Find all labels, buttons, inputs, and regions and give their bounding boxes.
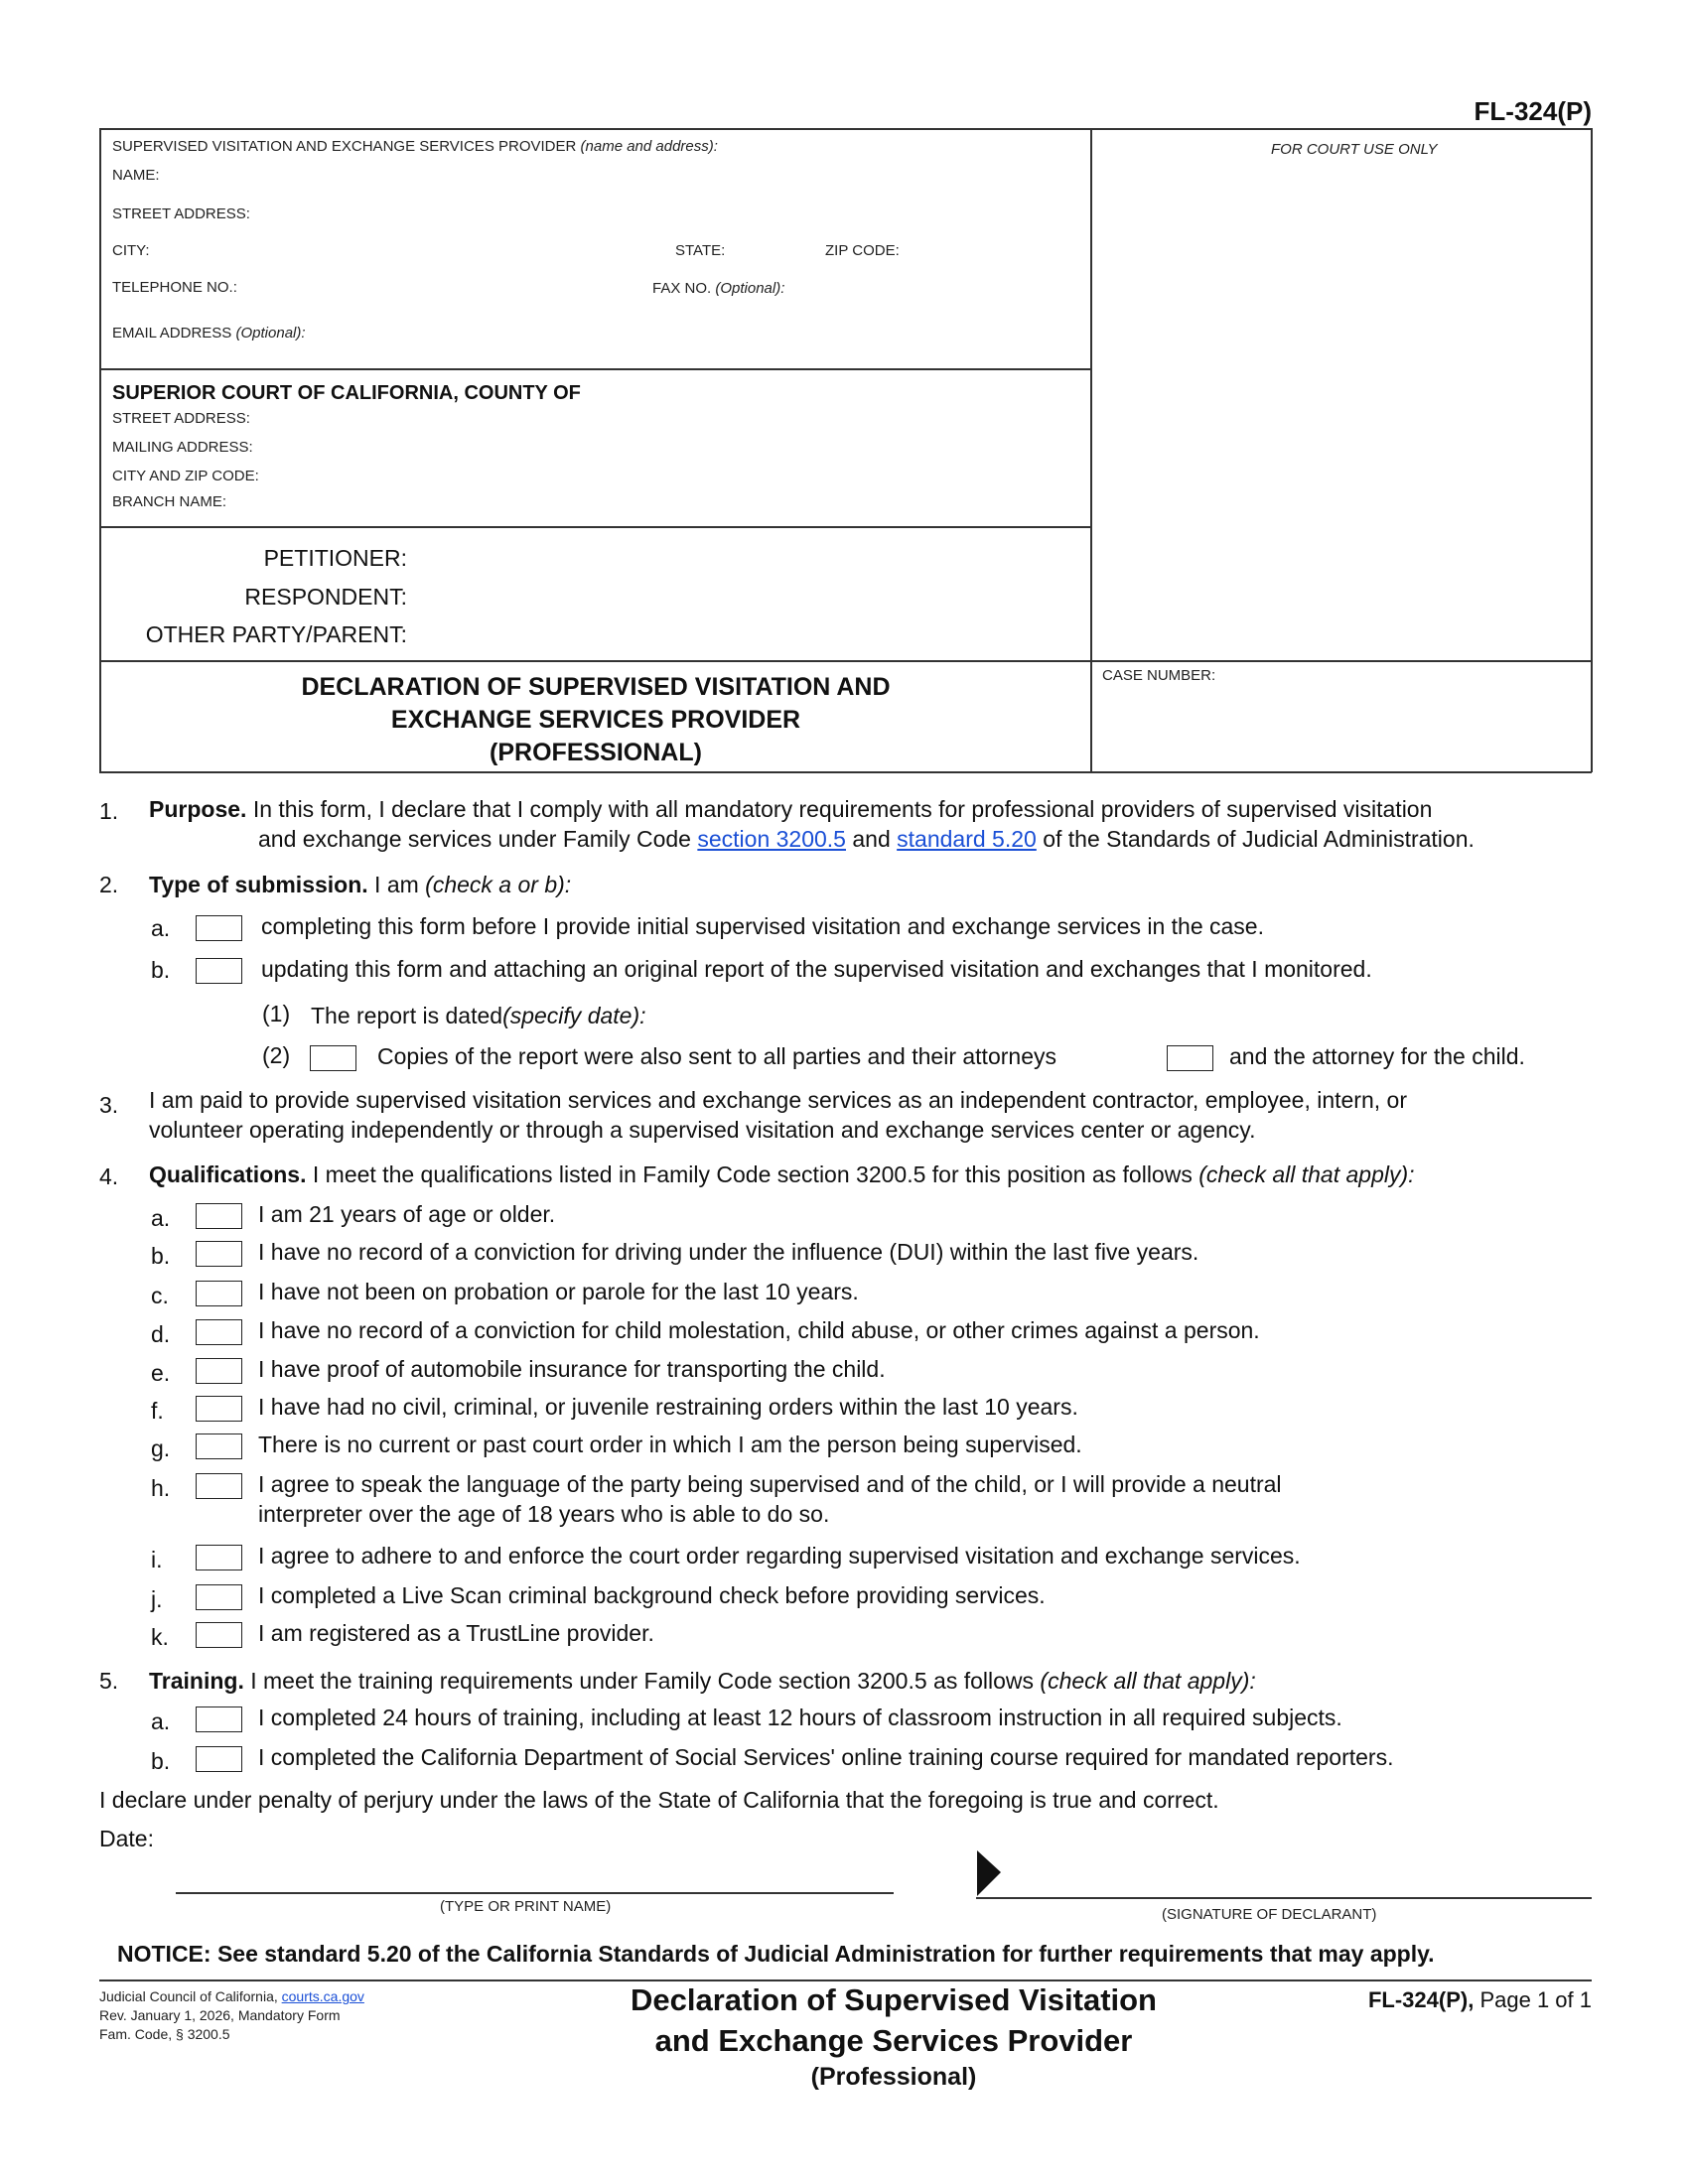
checkbox-s5-a[interactable]: [196, 1706, 242, 1732]
option-text: interpreter over the age of 18 years who is able to do so.: [258, 1501, 830, 1527]
option-letter: b.: [151, 1748, 171, 1774]
option-text: Copies of the report were also sent to all parties and their attorneys: [377, 1043, 1056, 1069]
item-number: 5.: [99, 1668, 119, 1694]
section-link[interactable]: section 3200.5: [697, 826, 846, 852]
option-text: I am registered as a TrustLine provider.: [258, 1620, 654, 1646]
report-dated: The report is dated(specify date):: [311, 1003, 646, 1028]
telephone-label: TELEPHONE NO.:: [112, 279, 237, 296]
signature-label: (SIGNATURE OF DECLARANT): [1162, 1906, 1377, 1923]
option-text: I agree to speak the language of the party being supervised and of the child, or I will provide a neutral: [258, 1471, 1282, 1497]
item-number: 1.: [99, 798, 119, 824]
option-text: There is no current or past court order in which I am the person being supervised.: [258, 1432, 1082, 1457]
option-letter: b.: [151, 957, 171, 983]
option-letter: j.: [151, 1586, 163, 1612]
court-use-label: FOR COURT USE ONLY: [1271, 141, 1438, 158]
checkbox-s4-e[interactable]: [196, 1358, 242, 1384]
print-name-line[interactable]: [176, 1892, 894, 1894]
date-label: Date:: [99, 1826, 154, 1851]
form-id: FL-324(P): [1474, 96, 1592, 126]
provider-label: SUPERVISED VISITATION AND EXCHANGE SERVICES PROVIDER (name and address):: [112, 138, 718, 155]
case-number-label: CASE NUMBER:: [1102, 667, 1216, 684]
checkbox-s4-b[interactable]: [196, 1241, 242, 1267]
court-title: SUPERIOR COURT OF CALIFORNIA, COUNTY OF: [112, 382, 581, 404]
signature-line[interactable]: [976, 1897, 1592, 1899]
option-number: (1): [262, 1001, 291, 1026]
court-mailing-label: MAILING ADDRESS:: [112, 439, 253, 456]
checkbox-s4-g[interactable]: [196, 1433, 242, 1459]
email-label: EMAIL ADDRESS (Optional):: [112, 325, 306, 341]
purpose-line: Purpose. In this form, I declare that I comply with all mandatory requirements for professional providers of supervised visitation: [149, 796, 1433, 822]
form-title: [99, 671, 1092, 769]
footer-page: FL-324(P), Page 1 of 1: [1367, 1987, 1592, 2012]
city-label: CITY:: [112, 242, 150, 259]
signature-arrow-icon: [977, 1850, 1003, 1896]
petitioner-label: PETITIONER:: [263, 545, 407, 571]
submission-heading: Type of submission. I am (check a or b):: [149, 872, 572, 897]
parties: [99, 539, 407, 654]
option-letter: c.: [151, 1283, 169, 1308]
option-letter: g.: [151, 1435, 171, 1461]
declaration-text: I declare under penalty of perjury under the laws of the State of California that the foregoing is true and correct.: [99, 1787, 1219, 1813]
option-letter: e.: [151, 1360, 171, 1386]
title-line: (PROFESSIONAL): [490, 739, 702, 766]
option-letter: i.: [151, 1547, 163, 1572]
checkbox-s4-j[interactable]: [196, 1584, 242, 1610]
checkbox-s5-b[interactable]: [196, 1746, 242, 1772]
standard-link[interactable]: standard 5.20: [897, 826, 1037, 852]
street-label: STREET ADDRESS:: [112, 205, 250, 222]
checkbox-s4-i[interactable]: [196, 1545, 242, 1570]
item-number: 4.: [99, 1163, 119, 1189]
option-number: (2): [262, 1042, 291, 1068]
notice-text: NOTICE: See standard 5.20 of the California Standards of Judicial Administration for further requirements that may apply.: [117, 1941, 1435, 1967]
state-label: STATE:: [675, 242, 726, 259]
checkbox-2b[interactable]: [196, 958, 242, 984]
checkbox-s4-c[interactable]: [196, 1281, 242, 1306]
court-branch-label: BRANCH NAME:: [112, 493, 227, 510]
item-number: 2.: [99, 872, 119, 897]
courts-link[interactable]: courts.ca.gov: [281, 1988, 364, 2004]
checkbox-2a[interactable]: [196, 915, 242, 941]
option-text: I have not been on probation or parole for the last 10 years.: [258, 1279, 859, 1304]
option-letter: f.: [151, 1398, 164, 1424]
checkbox-s4-k[interactable]: [196, 1622, 242, 1648]
option-letter: b.: [151, 1243, 171, 1269]
checkbox-2b2-child-attorney[interactable]: [1167, 1045, 1213, 1071]
option-text: and the attorney for the child.: [1229, 1043, 1525, 1069]
option-text: I have proof of automobile insurance for transporting the child.: [258, 1356, 886, 1382]
checkbox-2b2-parties[interactable]: [310, 1045, 356, 1071]
option-letter: d.: [151, 1321, 171, 1347]
purpose-line-2: and exchange services under Family Code section 3200.5 and standard 5.20 of the Standards of Judicial Administration.: [258, 826, 1475, 852]
title-line: EXCHANGE SERVICES PROVIDER: [390, 706, 801, 734]
checkbox-s4-f[interactable]: [196, 1396, 242, 1422]
name-label: NAME:: [112, 167, 160, 184]
option-text: I agree to adhere to and enforce the court order regarding supervised visitation and exchange services.: [258, 1543, 1301, 1569]
checkbox-s4-d[interactable]: [196, 1319, 242, 1345]
training-heading: Training. I meet the training requirements under Family Code section 3200.5 as follows (check all that apply):: [149, 1668, 1256, 1694]
option-text: updating this form and attaching an original report of the supervised visitation and exchanges that I monitored.: [261, 956, 1372, 982]
option-text: I have had no civil, criminal, or juvenile restraining orders within the last 10 years.: [258, 1394, 1078, 1420]
court-cityzip-label: CITY AND ZIP CODE:: [112, 468, 259, 484]
option-text: I completed a Live Scan criminal background check before providing services.: [258, 1582, 1046, 1608]
option-text: I have no record of a conviction for child molestation, child abuse, or other crimes against a person.: [258, 1317, 1260, 1343]
zip-label: ZIP CODE:: [825, 242, 900, 259]
option-text: I have no record of a conviction for driving under the influence (DUI) within the last five years.: [258, 1239, 1199, 1265]
option-letter: h.: [151, 1475, 171, 1501]
option-letter: a.: [151, 1205, 171, 1231]
option-letter: k.: [151, 1624, 169, 1650]
checkbox-s4-h[interactable]: [196, 1473, 242, 1499]
option-text: I am 21 years of age or older.: [258, 1201, 556, 1227]
title-line: DECLARATION OF SUPERVISED VISITATION AND: [301, 673, 891, 701]
option-letter: a.: [151, 915, 171, 941]
other-party-label: OTHER PARTY/PARENT:: [145, 621, 407, 647]
item-number: 3.: [99, 1092, 119, 1118]
court-street-label: STREET ADDRESS:: [112, 410, 250, 427]
checkbox-s4-a[interactable]: [196, 1203, 242, 1229]
paid-text: I am paid to provide supervised visitation services and exchange services as an independent contractor, employee, intern, or: [149, 1087, 1407, 1113]
footer-title: Declaration of Supervised Visitation and Exchange Services Provider (Professional): [630, 1982, 1157, 2091]
qualifications-heading: Qualifications. I meet the qualifications listed in Family Code section 3200.5 for this position as follows (check all that apply):: [149, 1161, 1415, 1187]
option-letter: a.: [151, 1708, 171, 1734]
paid-text: volunteer operating independently or through a supervised visitation and exchange services center or agency.: [149, 1117, 1256, 1143]
fax-label: FAX NO. (Optional):: [652, 280, 785, 297]
respondent-label: RESPONDENT:: [244, 583, 407, 610]
print-name-label: (TYPE OR PRINT NAME): [440, 1898, 612, 1915]
footer-left: Judicial Council of California, courts.ca.gov Rev. January 1, 2026, Mandatory Form Fam. Code, § 3200.5: [99, 1988, 364, 2042]
option-text: completing this form before I provide initial supervised visitation and exchange services in the case.: [261, 913, 1264, 939]
option-text: I completed 24 hours of training, including at least 12 hours of classroom instruction in all required subjects.: [258, 1705, 1342, 1730]
option-text: I completed the California Department of Social Services' online training course required for mandated reporters.: [258, 1744, 1394, 1770]
